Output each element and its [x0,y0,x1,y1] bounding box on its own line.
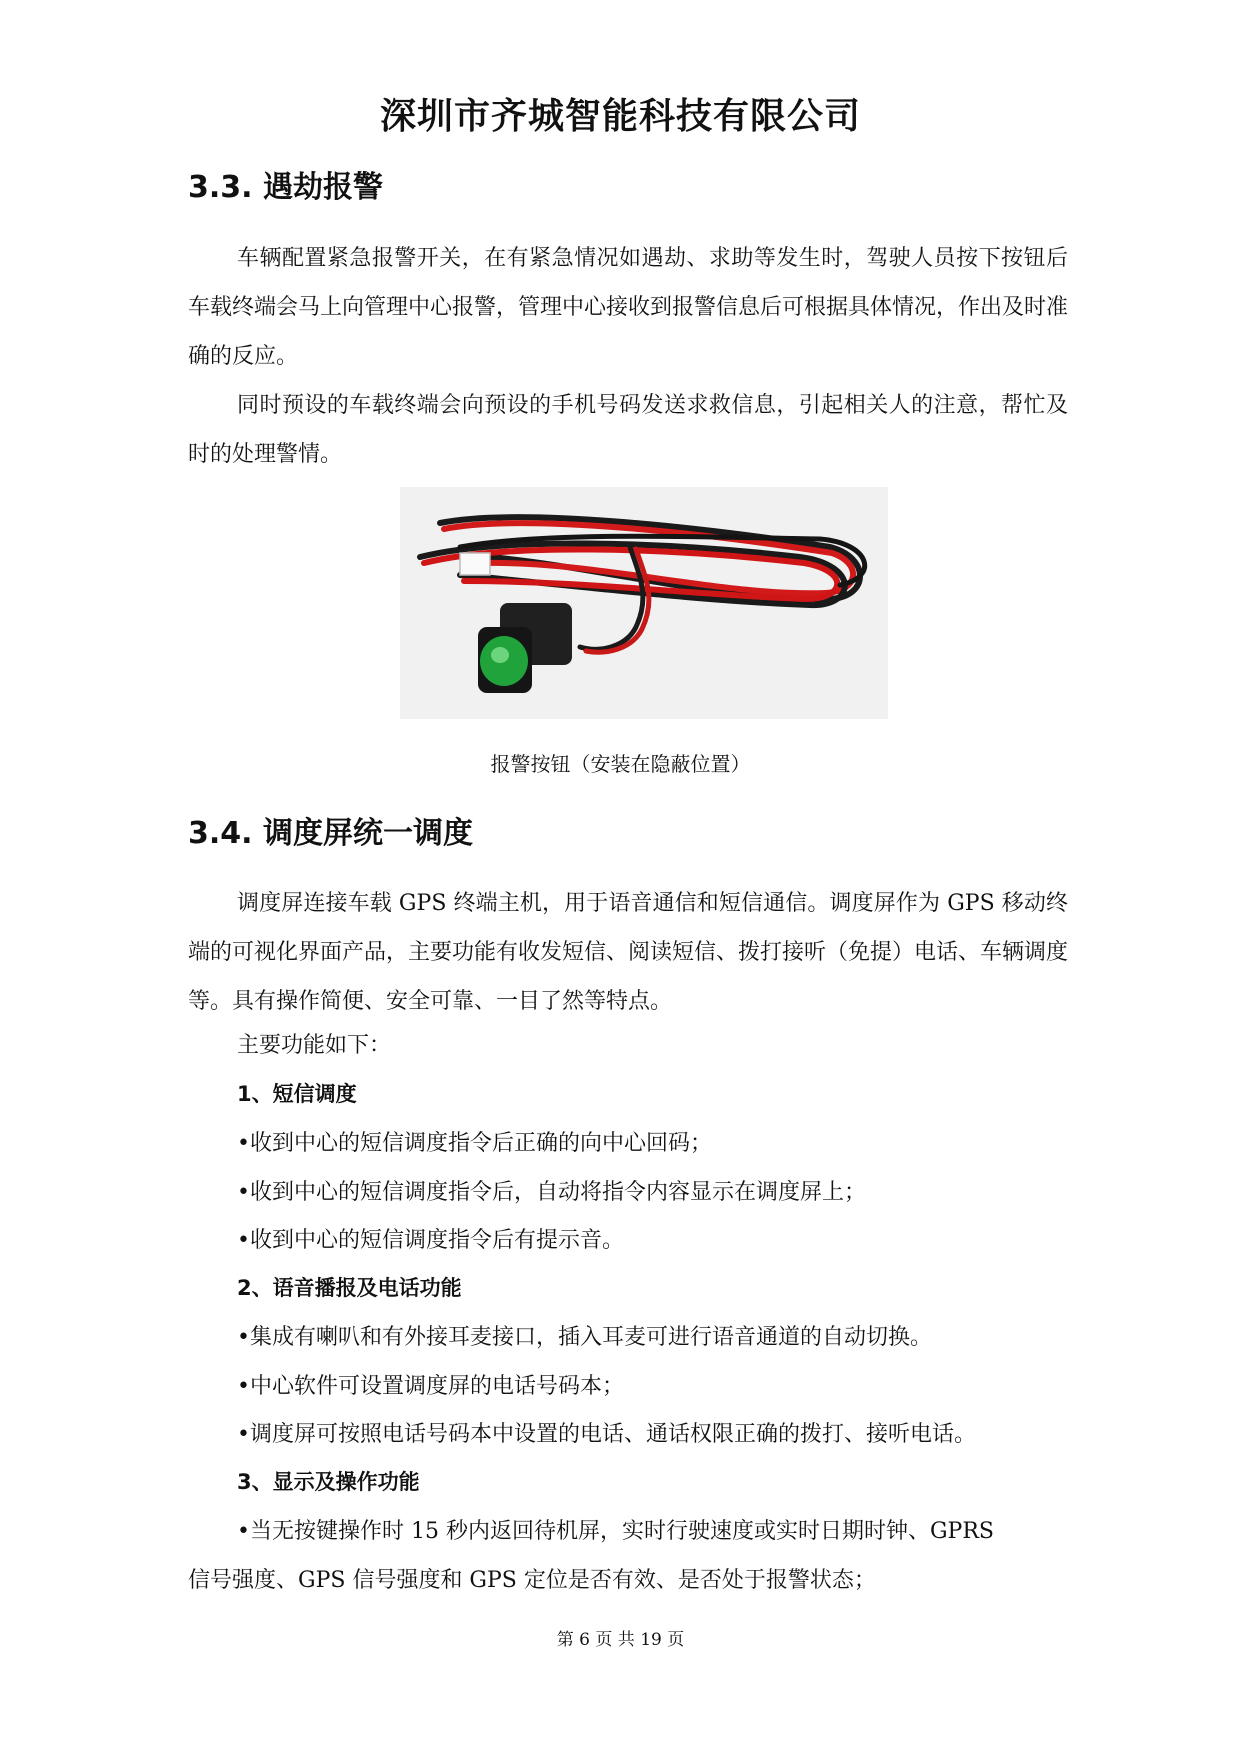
subheading-sms-dispatch: 1、短信调度 [237,1082,357,1106]
alarm-button-photo [400,487,888,719]
list-item: •调度屏可按照电话号码本中设置的电话、通话权限正确的拨打、接听电话。 [237,1422,976,1447]
paragraph-alarm-2: 同时预设的车载终端会向预设的手机号码发送求救信息，引起相关人的注意，帮忙及时的处理警情。 [188,393,1068,467]
list-item: •收到中心的短信调度指令后正确的向中心回码； [237,1131,712,1156]
functions-intro: 主要功能如下： [237,1033,392,1058]
subheading-display-operation: 3、显示及操作功能 [237,1470,420,1494]
paragraph-dispatch-1: 调度屏连接车载 GPS 终端主机，用于语音通信和短信通信。调度屏作为 GPS 移动终端的可视化界面产品，主要功能有收发短信、阅读短信、拨打接听（免提）电话、车辆调度等。具有操作简便、安全可靠、一目了然等特点。 [188,891,1069,1014]
list-item: •当无按键操作时 15 秒内返回待机屏，实时行驶速度或实时日期时钟、GPRS [237,1519,994,1544]
figure-caption: 报警按钮（安装在隐蔽位置） [490,752,751,776]
subheading-voice-phone: 2、语音播报及电话功能 [237,1276,462,1300]
paragraph-alarm-1: 车辆配置紧急报警开关，在有紧急情况如遇劫、求助等发生时，驾驶人员按下按钮后车载终端会马上向管理中心报警，管理中心接收到报警信息后可根据具体情况，作出及时准确的反应。 [188,246,1069,369]
page-number: 第 6 页 共 19 页 [556,1630,685,1650]
section-heading-3-3: 3.3. 遇劫报警 [188,170,383,205]
list-item: •收到中心的短信调度指令后有提示音。 [237,1228,624,1253]
company-name: 深圳市齐城智能科技有限公司 [379,96,861,137]
list-item: •中心软件可设置调度屏的电话号码本； [237,1374,624,1399]
list-item: •收到中心的短信调度指令后，自动将指令内容显示在调度屏上； [237,1180,866,1205]
list-item: •集成有喇叭和有外接耳麦接口，插入耳麦可进行语音通道的自动切换。 [237,1325,932,1350]
list-item-continuation: 信号强度、GPS 信号强度和 GPS 定位是否有效、是否处于报警状态； [188,1568,876,1593]
section-heading-3-4: 3.4. 调度屏统一调度 [188,816,473,851]
